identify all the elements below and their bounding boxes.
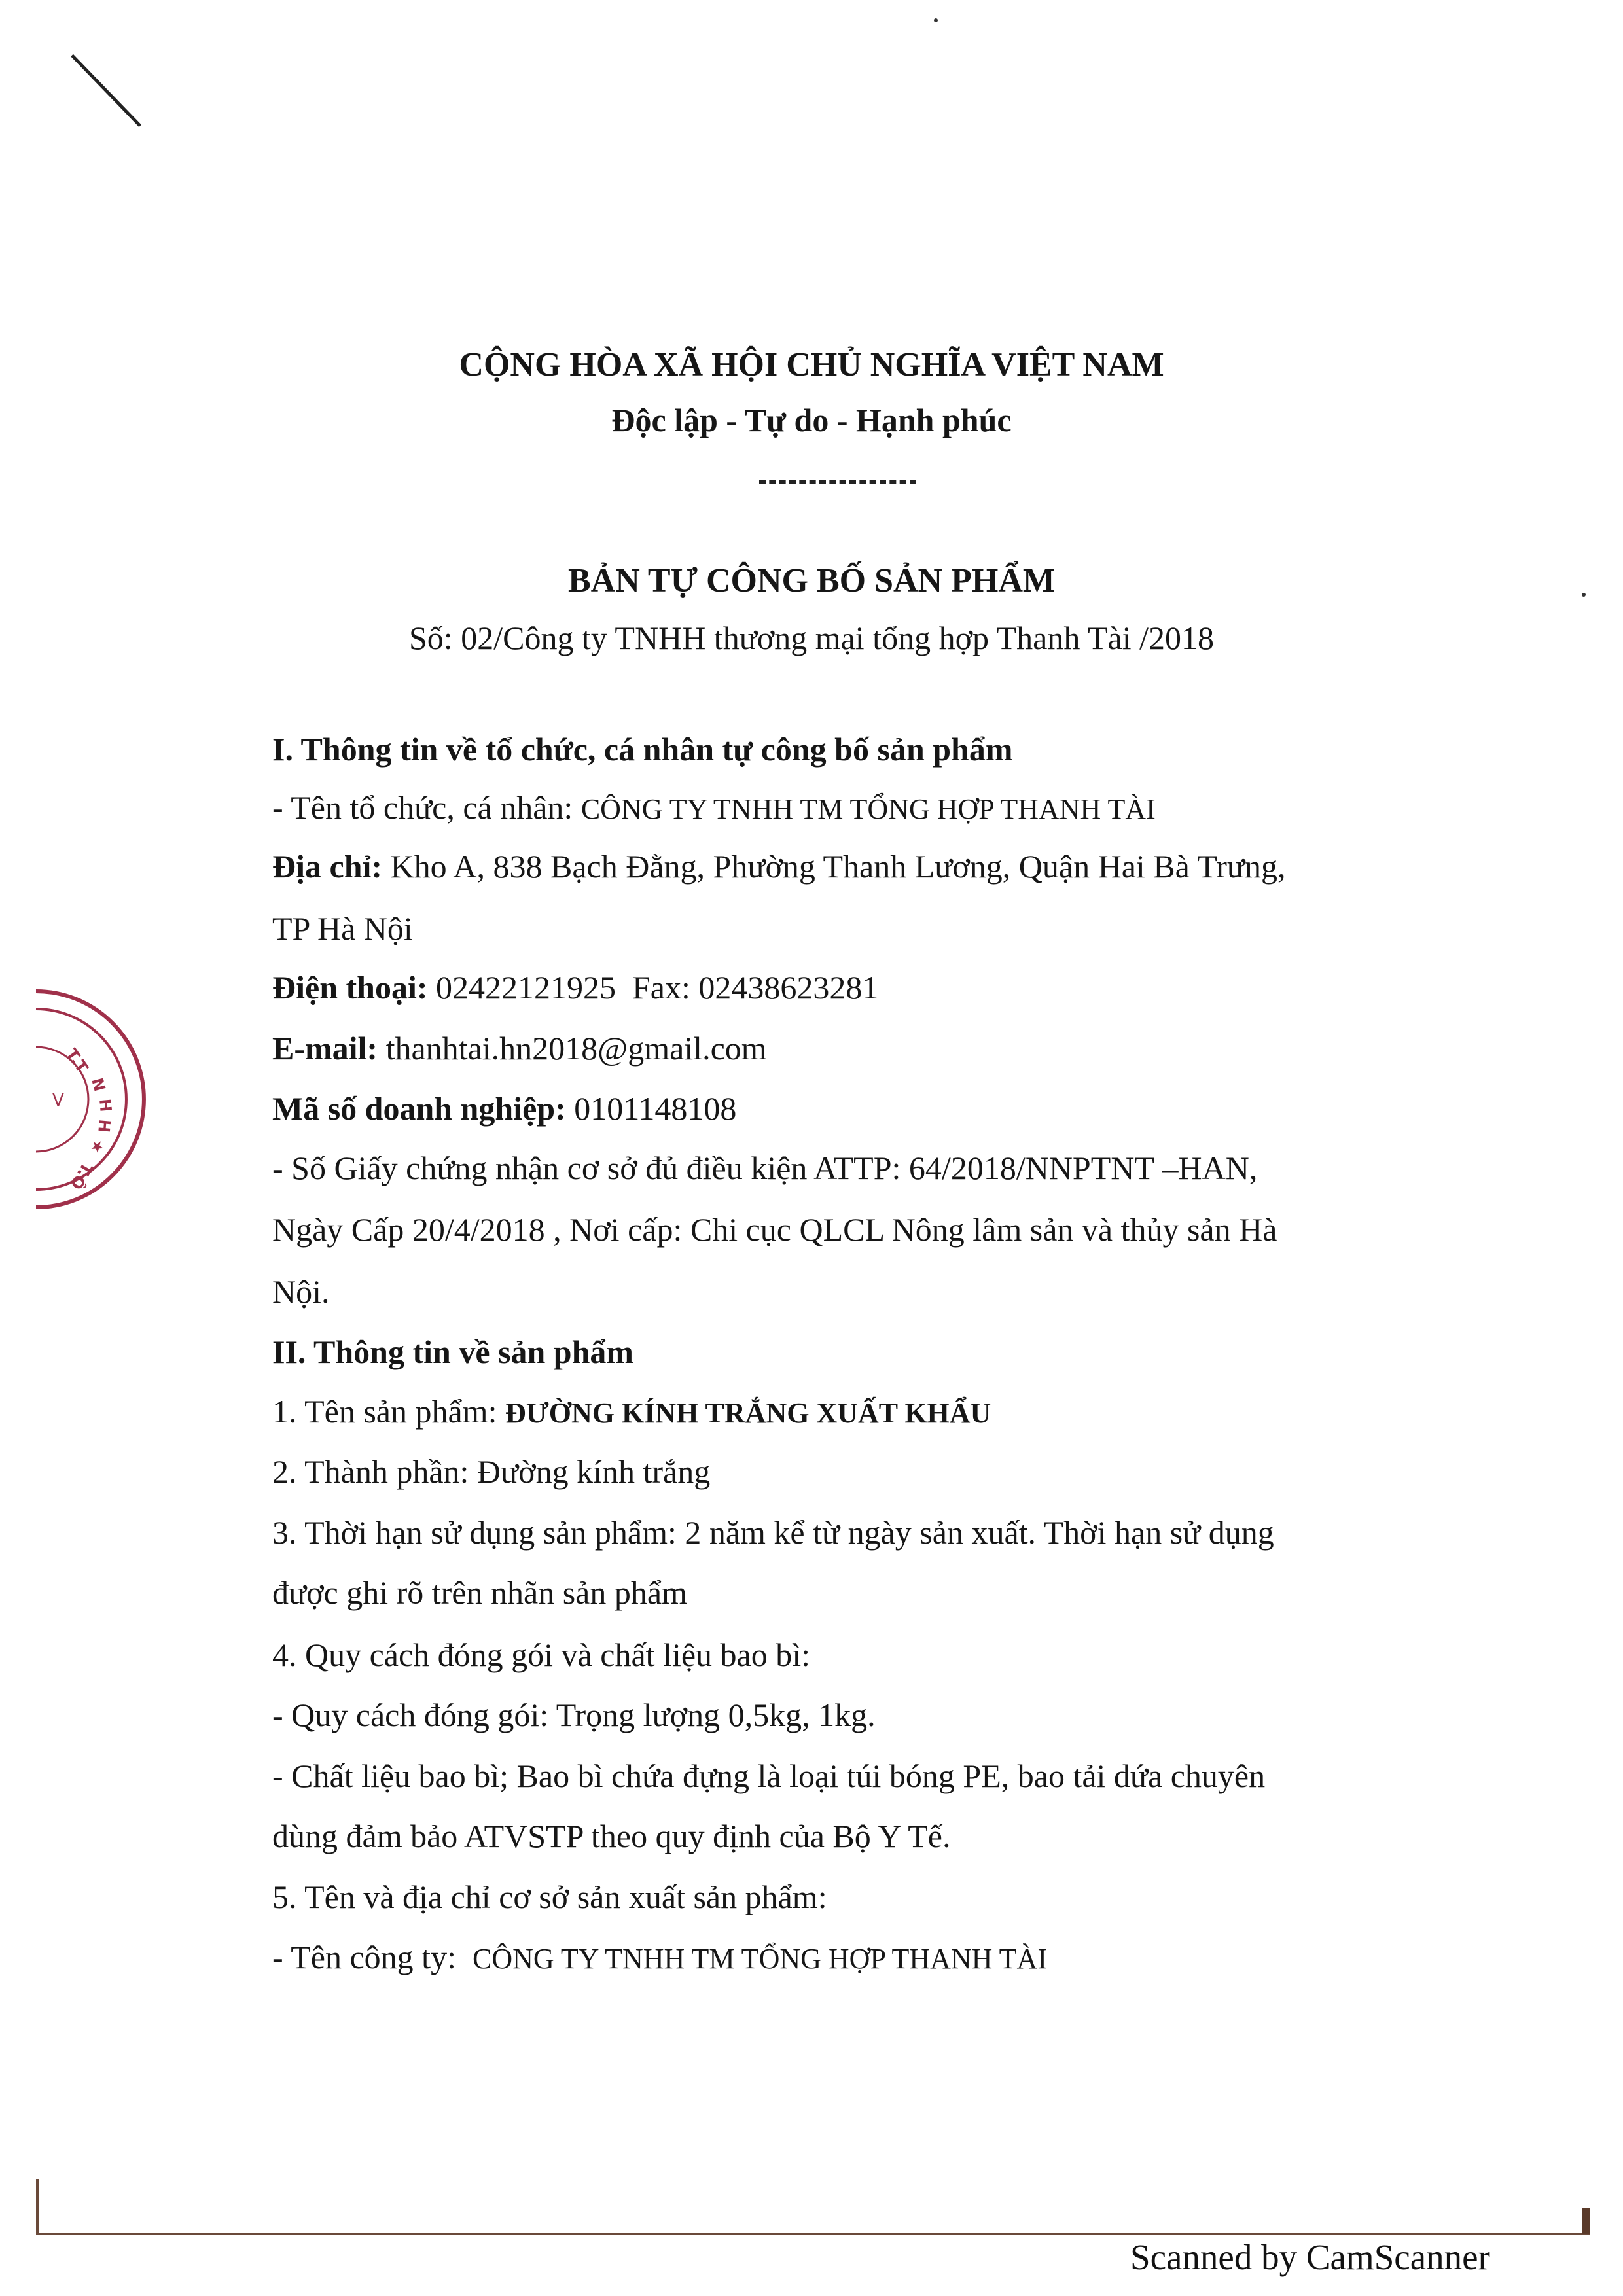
org-label: - Tên tổ chức, cá nhân: — [272, 789, 573, 826]
producer-heading: 5. Tên và địa chỉ cơ sở sản xuất sản phẩm: — [272, 1879, 827, 1915]
org-value: CÔNG TY TNHH TM TỔNG HỢP THANH TÀI — [580, 793, 1156, 825]
svg-text:H: H — [96, 1098, 115, 1113]
cert-line-1: - Số Giấy chứng nhận cơ sở đủ điều kiện ATTP: 64/2018/NNPTNT –HAN, — [272, 1150, 1258, 1186]
fax-label: Fax: — [632, 969, 690, 1006]
email-label: E-mail: — [272, 1030, 378, 1067]
product-name-label: 1. Tên sản phẩm: — [272, 1393, 497, 1430]
product-name-line — [272, 1392, 991, 1430]
svg-text:H: H — [94, 1118, 114, 1133]
scanner-watermark: Scanned by CamScanner — [1130, 2237, 1490, 2277]
address-value: Kho A, 838 Bạch Đằng, Phường Thanh Lương, Quận Hai Bà Trưng, — [390, 848, 1286, 885]
packaging-heading: 4. Quy cách đóng gói và chất liệu bao bì: — [272, 1636, 810, 1673]
email-value: thanhtai.hn2018@gmail.com — [385, 1030, 767, 1067]
org-line — [272, 788, 1156, 826]
taxcode-label: Mã số doanh nghiệp: — [272, 1090, 566, 1127]
page-corner — [1582, 2208, 1590, 2234]
page-bottom-border — [36, 2233, 1590, 2235]
producer-company-line — [272, 1938, 1047, 1976]
taxcode-line — [272, 1089, 736, 1127]
cert-line-3: Nội. — [272, 1273, 330, 1310]
document-title: BẢN TỰ CÔNG BỐ SẢN PHẨM — [568, 562, 1055, 599]
phone-value: 02422121925 — [436, 969, 616, 1006]
shelf-life-line-2: được ghi rõ trên nhãn sản phẩm — [272, 1574, 687, 1611]
product-name-value: ĐƯỜNG KÍNH TRẮNG XUẤT KHẨU — [505, 1397, 991, 1429]
svg-text:N: N — [88, 1076, 109, 1093]
document-number: Số: 02/Công ty TNHH thương mại tổng hợp Thanh Tài /2018 — [409, 620, 1214, 656]
fax-value: 02438623281 — [698, 969, 879, 1006]
pen-mark — [71, 54, 141, 127]
phone-label: Điện thoại: — [272, 969, 428, 1006]
header-divider — [759, 480, 916, 484]
cert-line-2: Ngày Cấp 20/4/2018 , Nơi cấp: Chi cục QLCL Nông lâm sản và thủy sản Hà — [272, 1211, 1277, 1248]
svg-text:T.Ô: T.Ô — [66, 1159, 97, 1193]
address-line — [272, 847, 1285, 885]
packaging-material-line-1: - Chất liệu bao bì; Bao bì chứa đựng là loại túi bóng PE, bao tải dứa chuyên — [272, 1757, 1266, 1794]
svg-text:★: ★ — [86, 1137, 109, 1156]
packaging-spec: - Quy cách đóng gói: Trọng lượng 0,5kg, 1kg. — [272, 1697, 876, 1733]
section-2-heading: II. Thông tin về sản phẩm — [272, 1333, 634, 1370]
page-edge — [36, 2179, 39, 2235]
email-line — [272, 1029, 767, 1067]
shelf-life-line-1: 3. Thời hạn sử dụng sản phẩm: 2 năm kể từ ngày sản xuất. Thời hạn sử dụng — [272, 1514, 1274, 1551]
section-1-heading: I. Thông tin về tổ chức, cá nhân tự công bố sản phẩm — [272, 731, 1013, 768]
motto: Độc lập - Tự do - Hạnh phúc — [611, 402, 1012, 438]
scan-speck — [934, 18, 938, 22]
phone-line — [272, 968, 878, 1006]
composition-line: 2. Thành phần: Đường kính trắng — [272, 1453, 711, 1490]
company-seal — [26, 981, 157, 1220]
address-line-2: TP Hà Nội — [272, 910, 413, 947]
company-label: - Tên công ty: — [272, 1939, 456, 1975]
address-label: Địa chỉ: — [272, 848, 383, 885]
nation-title: CỘNG HÒA XÃ HỘI CHỦ NGHĨA VIỆT NAM — [459, 346, 1164, 383]
company-value: CÔNG TY TNHH TM TỔNG HỢP THANH TÀI — [472, 1943, 1047, 1975]
seal-graphic — [26, 981, 157, 1217]
svg-text:T.T: T.T — [62, 1045, 92, 1076]
packaging-material-line-2: dùng đảm bảo ATVSTP theo quy định của Bộ Y Tế. — [272, 1818, 951, 1854]
svg-text:V: V — [52, 1091, 64, 1110]
taxcode-value: 0101148108 — [574, 1090, 737, 1127]
